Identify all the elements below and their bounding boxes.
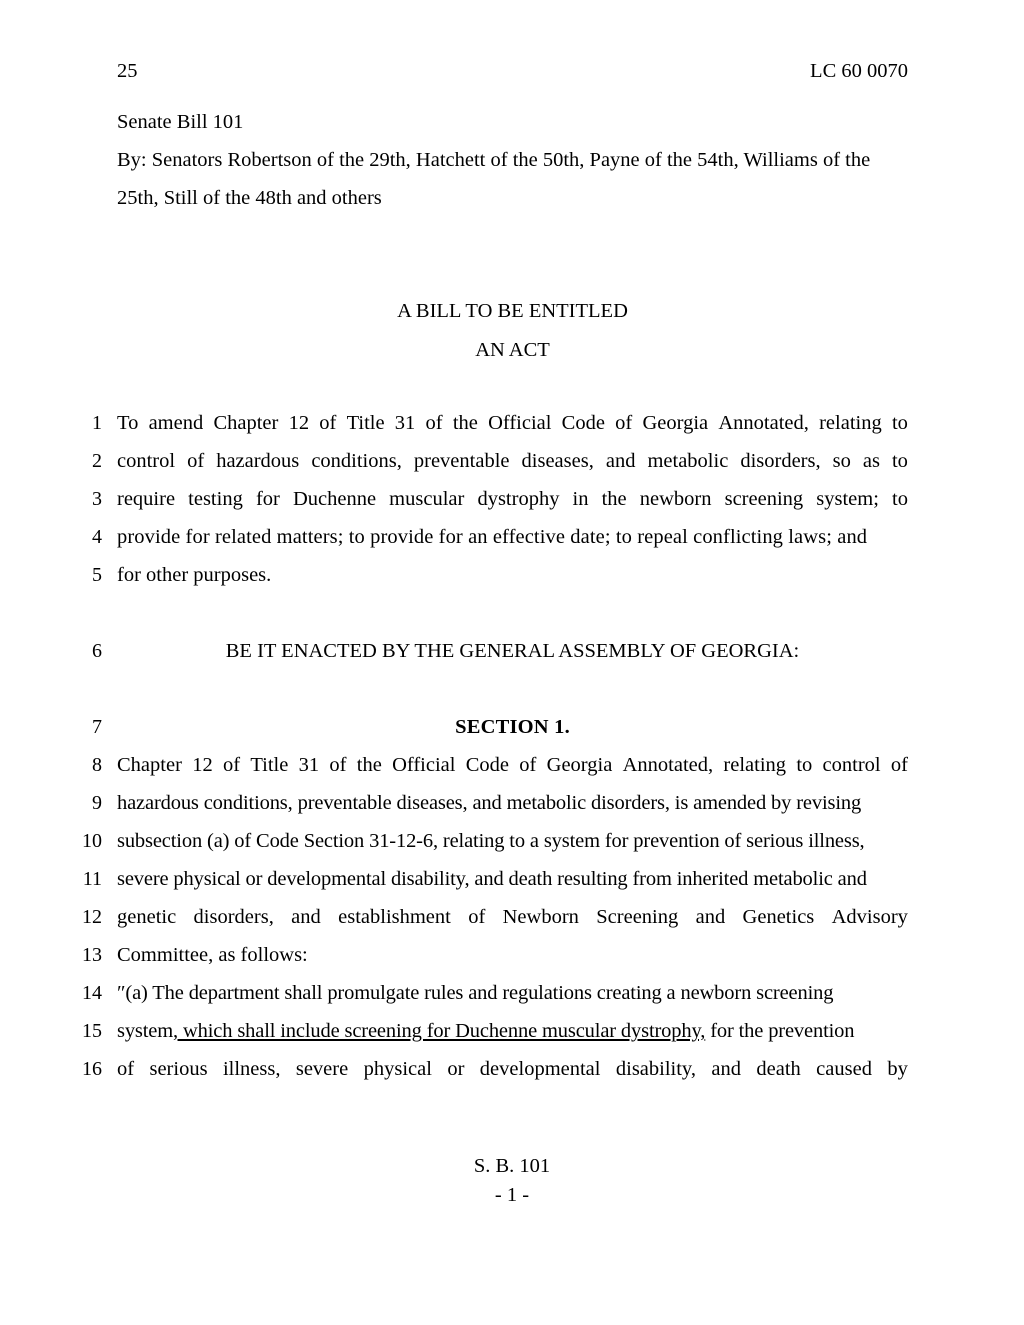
line-number: 1 bbox=[92, 412, 102, 434]
word: serious bbox=[149, 1058, 208, 1080]
page-footer bbox=[0, 1152, 1024, 1210]
word: of bbox=[425, 412, 443, 434]
word: the bbox=[356, 754, 382, 776]
word: of bbox=[319, 412, 337, 434]
word: Title bbox=[346, 412, 385, 434]
word: developmental bbox=[479, 1058, 601, 1080]
word: conditions, bbox=[311, 450, 402, 472]
word: to bbox=[891, 450, 908, 472]
word: genetic bbox=[117, 906, 177, 928]
word: and bbox=[695, 906, 726, 928]
running-head bbox=[117, 57, 908, 85]
word: newborn bbox=[639, 488, 712, 510]
quotation-mark: ″ bbox=[117, 982, 126, 1004]
word: disability, bbox=[615, 1058, 696, 1080]
line-number: 6 bbox=[92, 640, 102, 662]
line-text-body: (a) The department shall promulgate rules and regulations creating a newborn screening bbox=[125, 982, 834, 1004]
bill-blank-line bbox=[0, 594, 1024, 632]
word: Annotated, bbox=[622, 754, 714, 776]
word: diseases, bbox=[521, 450, 594, 472]
word: and bbox=[711, 1058, 741, 1080]
word: Annotated, bbox=[718, 412, 809, 434]
word: Georgia bbox=[642, 412, 709, 434]
word: control bbox=[117, 450, 176, 472]
line-text bbox=[117, 442, 908, 480]
word: severe bbox=[295, 1058, 349, 1080]
line-text bbox=[117, 898, 908, 936]
word: to bbox=[796, 754, 813, 776]
line-number: 12 bbox=[82, 906, 102, 928]
word: muscular bbox=[389, 488, 465, 510]
word: of bbox=[187, 450, 205, 472]
word: amend bbox=[148, 412, 204, 434]
word: physical bbox=[363, 1058, 432, 1080]
line-number: 16 bbox=[82, 1058, 102, 1080]
line-text: severe physical or developmental disability, and death resulting from inherited metabolic and bbox=[117, 868, 867, 890]
bill-line bbox=[0, 822, 1024, 860]
line-text bbox=[117, 480, 908, 518]
word: Code bbox=[465, 754, 510, 776]
word: require bbox=[117, 488, 176, 510]
word: death bbox=[756, 1058, 801, 1080]
word: system; bbox=[816, 488, 879, 510]
word: Title bbox=[250, 754, 289, 776]
footer-bill-short: S. B. 101 bbox=[473, 1155, 551, 1177]
word: caused bbox=[816, 1058, 872, 1080]
bill-line bbox=[0, 898, 1024, 936]
word: relating bbox=[819, 412, 882, 434]
word: Screening bbox=[596, 906, 679, 928]
line-text bbox=[117, 1012, 908, 1050]
word: to bbox=[892, 488, 908, 510]
word: 31 bbox=[298, 754, 320, 776]
line-number: 5 bbox=[92, 564, 102, 586]
word: control bbox=[822, 754, 881, 776]
word: relating bbox=[723, 754, 787, 776]
bill-line bbox=[0, 746, 1024, 784]
line-number: 8 bbox=[92, 754, 102, 776]
line-text-before-insertion: system bbox=[117, 1020, 174, 1042]
word: of bbox=[329, 754, 347, 776]
sponsors-line-1: By: Senators Robertson of the 29th, Hatchett of the 50th, Payne of the 54th, Williams of the bbox=[117, 149, 871, 171]
bill-line bbox=[0, 974, 1024, 1012]
caption-an-act: AN ACT bbox=[475, 339, 550, 361]
word: Newborn bbox=[502, 906, 579, 928]
line-number: 9 bbox=[92, 792, 102, 814]
bill-line bbox=[0, 518, 1024, 556]
sponsors-line-2: 25th, Still of the 48th and others bbox=[117, 187, 382, 209]
word: the bbox=[601, 488, 627, 510]
bill-line bbox=[0, 480, 1024, 518]
footer-page-number: - 1 - bbox=[494, 1184, 530, 1206]
bill-line bbox=[0, 442, 1024, 480]
bill-identification-block bbox=[117, 103, 908, 217]
word: To bbox=[117, 412, 139, 434]
line-number: 7 bbox=[92, 716, 102, 738]
word: so bbox=[832, 450, 851, 472]
line-text: Committee, as follows: bbox=[117, 944, 308, 966]
word: of bbox=[222, 754, 241, 776]
line-text bbox=[117, 746, 908, 784]
line-text: SECTION 1. bbox=[455, 716, 570, 738]
line-number: 2 bbox=[92, 450, 102, 472]
word: Chapter bbox=[117, 754, 182, 776]
bill-line bbox=[0, 1012, 1024, 1050]
word: of bbox=[615, 412, 633, 434]
line-number: 4 bbox=[92, 526, 102, 548]
bill-blank-line bbox=[0, 670, 1024, 708]
word: of bbox=[117, 1058, 135, 1080]
line-number: 14 bbox=[82, 982, 102, 1004]
bill-line bbox=[0, 404, 1024, 442]
word: to bbox=[891, 412, 908, 434]
bill-caption bbox=[117, 292, 908, 370]
word: Official bbox=[392, 754, 456, 776]
word: of bbox=[468, 906, 486, 928]
word: disorders, bbox=[193, 906, 274, 928]
line-text: provide for related matters; to provide for an effective date; to repeal conflicting laws; and bbox=[117, 526, 868, 548]
word: dystrophy bbox=[477, 488, 560, 510]
word: metabolic bbox=[647, 450, 729, 472]
word: of bbox=[890, 754, 908, 776]
running-head-left: 25 bbox=[117, 60, 138, 82]
word: screening bbox=[724, 488, 804, 510]
word: or bbox=[447, 1058, 465, 1080]
bill-line bbox=[0, 556, 1024, 594]
word: testing bbox=[188, 488, 243, 510]
word: 12 bbox=[192, 754, 213, 776]
word: of bbox=[519, 754, 537, 776]
line-number: 15 bbox=[82, 1020, 102, 1042]
bill-body bbox=[0, 404, 1024, 1088]
word: for bbox=[255, 488, 280, 510]
bill-line bbox=[0, 784, 1024, 822]
line-number: 13 bbox=[82, 944, 102, 966]
line-text: subsection (a) of Code Section 31-12-6, relating to a system for prevention of serious illness, bbox=[117, 830, 865, 852]
running-head-right: LC 60 0070 bbox=[810, 60, 908, 82]
word: Georgia bbox=[546, 754, 613, 776]
bill-title: Senate Bill 101 bbox=[117, 111, 244, 133]
line-text: hazardous conditions, preventable diseases, and metabolic disorders, is amended by revising bbox=[117, 792, 862, 814]
word: Duchenne bbox=[292, 488, 377, 510]
word: illness, bbox=[222, 1058, 281, 1080]
word: Advisory bbox=[831, 906, 908, 928]
word: and bbox=[605, 450, 636, 472]
word: Genetics bbox=[742, 906, 815, 928]
bill-line bbox=[0, 860, 1024, 898]
word: Code bbox=[561, 412, 605, 434]
inserted-text: , which shall include screening for Duchenne muscular dystrophy, bbox=[173, 1020, 706, 1042]
word: disorders, bbox=[740, 450, 821, 472]
word: in bbox=[572, 488, 589, 510]
line-text bbox=[117, 404, 908, 442]
word: the bbox=[452, 412, 478, 434]
word: as bbox=[862, 450, 880, 472]
line-text bbox=[117, 1050, 908, 1088]
word: Chapter bbox=[213, 412, 279, 434]
bill-line bbox=[0, 708, 1024, 746]
line-number: 11 bbox=[82, 868, 102, 890]
line-text bbox=[117, 974, 908, 1012]
word: 12 bbox=[288, 412, 310, 434]
bill-line bbox=[0, 936, 1024, 974]
word: hazardous bbox=[216, 450, 300, 472]
caption-a-bill-to-be-entitled: A BILL TO BE ENTITLED bbox=[397, 300, 628, 322]
line-text: BE IT ENACTED BY THE GENERAL ASSEMBLY OF GEORGIA: bbox=[225, 640, 800, 662]
line-text-after-insertion: for the prevention bbox=[705, 1020, 855, 1042]
word: and bbox=[291, 906, 321, 928]
word: by bbox=[887, 1058, 908, 1080]
bill-line bbox=[0, 632, 1024, 670]
bill-line bbox=[0, 1050, 1024, 1088]
word: 31 bbox=[394, 412, 416, 434]
word: establishment bbox=[338, 906, 451, 928]
word: preventable bbox=[413, 450, 510, 472]
line-number: 10 bbox=[82, 830, 102, 852]
line-text: for other purposes. bbox=[117, 564, 272, 586]
word: Official bbox=[488, 412, 552, 434]
line-number: 3 bbox=[92, 488, 102, 510]
